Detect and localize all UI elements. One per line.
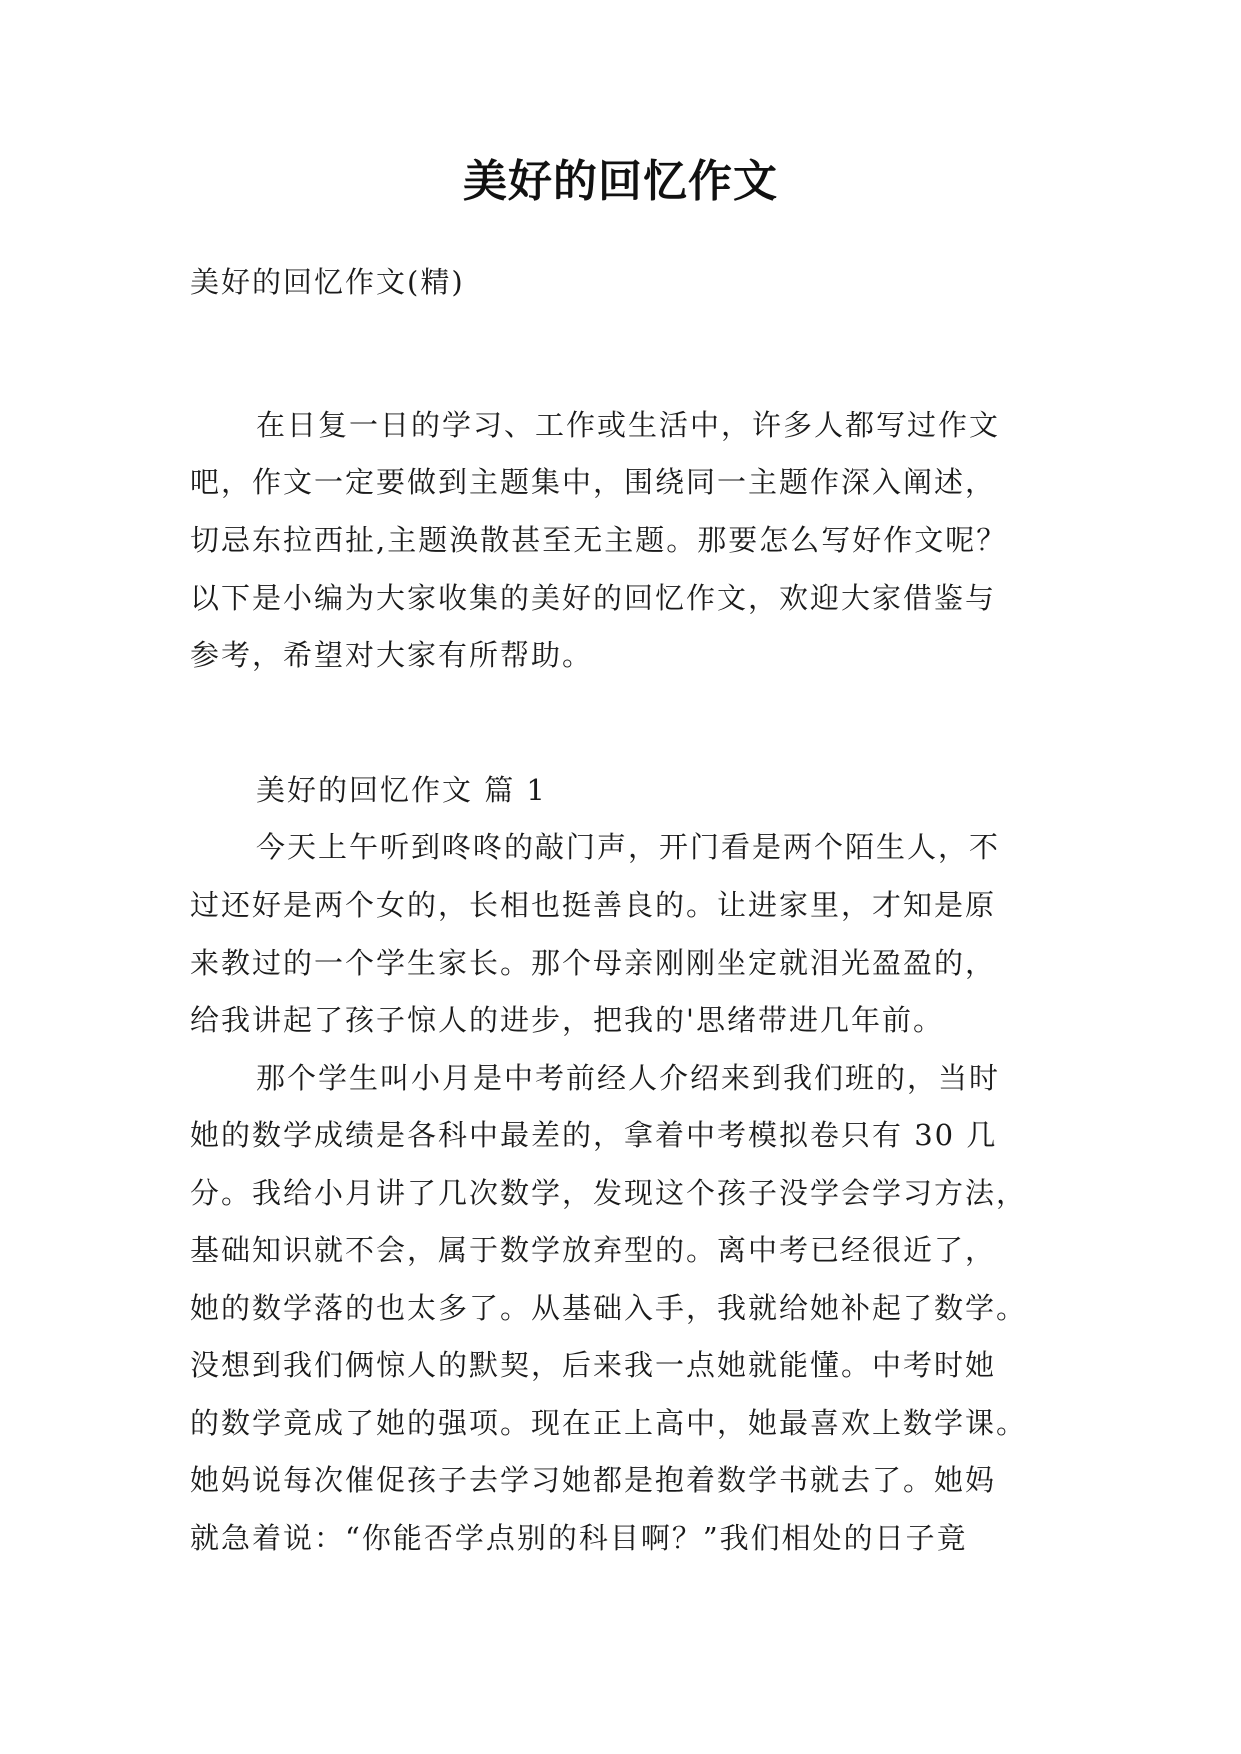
paragraph-line: 的数学竟成了她的强项。现在正上高中，她最喜欢上数学课。	[190, 1406, 1028, 1440]
paragraph-line: 给我讲起了孩子惊人的进步，把我的'思绪带进几年前。	[190, 1003, 944, 1037]
document-title: 美好的回忆作文	[463, 156, 778, 207]
paragraph-line: 基础知识就不会，属于数学放弃型的。离中考已经很近了，	[190, 1233, 997, 1267]
intro-line: 在日复一日的学习、工作或生活中，许多人都写过作文	[256, 408, 1001, 442]
paragraph-line: 来教过的一个学生家长。那个母亲刚刚坐定就泪光盈盈的，	[190, 946, 997, 980]
paragraph-line: 今天上午听到咚咚的敲门声，开门看是两个陌生人，不	[256, 830, 1001, 864]
paragraph-line: 那个学生叫小月是中考前经人介绍来到我们班的，当时	[256, 1061, 1001, 1095]
paragraph-line: 她妈说每次催促孩子去学习她都是抱着数学书就去了。她妈	[190, 1463, 997, 1497]
paragraph-line: 没想到我们俩惊人的默契，后来我一点她就能懂。中考时她	[190, 1348, 997, 1382]
section-heading: 美好的回忆作文 篇 1	[256, 773, 547, 807]
paragraph-line: 她的数学落的也太多了。从基础入手，我就给她补起了数学。	[190, 1291, 1028, 1325]
intro-line: 吧，作文一定要做到主题集中，围绕同一主题作深入阐述，	[190, 465, 997, 499]
document-subtitle: 美好的回忆作文(精)	[190, 265, 465, 299]
paragraph-line: 就急着说：“你能否学点别的科目啊？”我们相处的日子竟	[190, 1521, 968, 1555]
paragraph-line: 她的数学成绩是各科中最差的，拿着中考模拟卷只有 30 几	[190, 1118, 998, 1152]
paragraph-line: 过还好是两个女的，长相也挺善良的。让进家里，才知是原	[190, 888, 997, 922]
paragraph-line: 分。我给小月讲了几次数学，发现这个孩子没学会学习方法，	[190, 1176, 1028, 1210]
intro-line: 参考，希望对大家有所帮助。	[190, 638, 594, 672]
intro-line: 切忌东拉西扯,主题涣散甚至无主题。那要怎么写好作文呢？	[190, 523, 1008, 557]
intro-line: 以下是小编为大家收集的美好的回忆作文，欢迎大家借鉴与	[190, 581, 997, 615]
